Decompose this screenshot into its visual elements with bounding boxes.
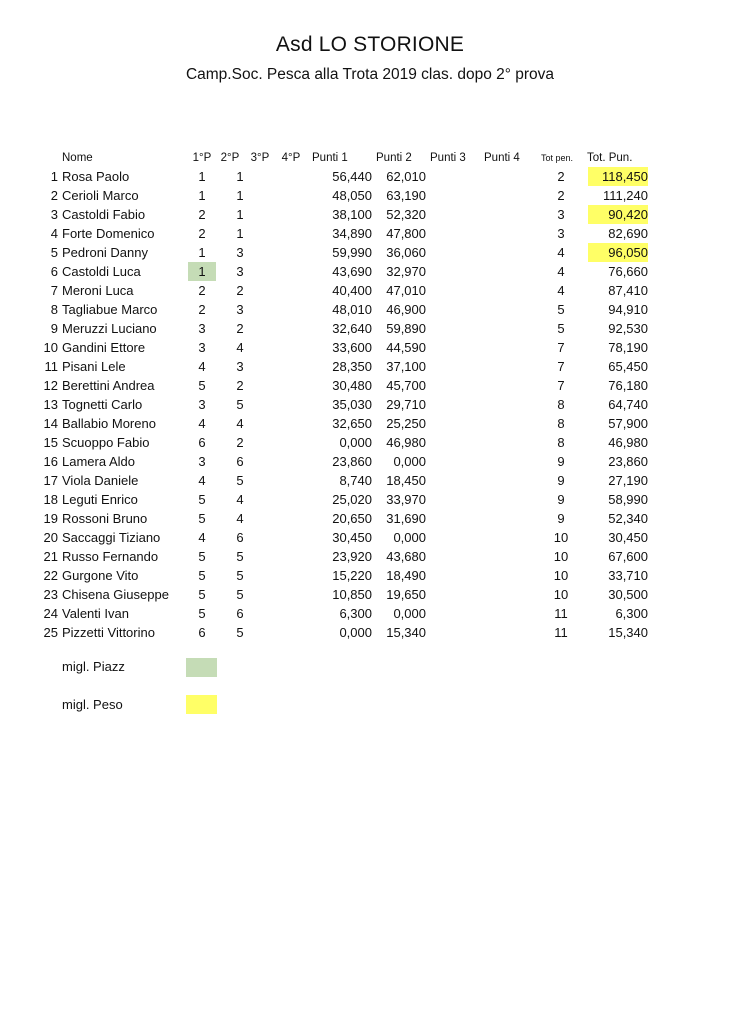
table-row bbox=[0, 338, 740, 357]
punti2-cell: 18,490 bbox=[386, 568, 426, 583]
totpen-cell: 3 bbox=[557, 207, 565, 222]
punti2-cell: 44,590 bbox=[386, 340, 426, 355]
rank-cell: 11 bbox=[44, 359, 58, 374]
page-title: Asd LO STORIONE bbox=[275, 33, 465, 56]
table-row bbox=[0, 528, 740, 547]
name-cell: Rossoni Bruno bbox=[62, 511, 148, 526]
rank-cell: 21 bbox=[43, 549, 58, 564]
p2-cell: 5 bbox=[236, 625, 244, 640]
table-row bbox=[0, 357, 740, 376]
punti1-cell: 48,010 bbox=[332, 302, 372, 317]
col-2p: 2°P bbox=[220, 152, 240, 164]
p2-cell: 4 bbox=[236, 416, 244, 431]
legend-peso-swatch bbox=[186, 695, 217, 714]
rank-cell: 9 bbox=[50, 321, 58, 336]
col-3p: 3°P bbox=[250, 152, 270, 164]
punti2-cell: 63,190 bbox=[386, 188, 426, 203]
totpun-cell: 90,420 bbox=[588, 205, 648, 224]
rank-cell: 18 bbox=[43, 492, 58, 507]
legend-peso-label: migl. Peso bbox=[62, 697, 123, 712]
p2-cell: 1 bbox=[236, 188, 244, 203]
table-row bbox=[0, 452, 740, 471]
totpun-cell: 15,340 bbox=[608, 625, 648, 640]
totpun-cell: 76,180 bbox=[608, 378, 648, 393]
p2-cell: 2 bbox=[236, 378, 244, 393]
table-row bbox=[0, 300, 740, 319]
p2-cell: 4 bbox=[236, 511, 244, 526]
totpun-cell: 82,690 bbox=[608, 226, 648, 241]
rank-cell: 2 bbox=[50, 188, 58, 203]
punti2-cell: 47,010 bbox=[386, 283, 426, 298]
punti2-cell: 36,060 bbox=[386, 245, 426, 260]
totpen-cell: 9 bbox=[557, 473, 565, 488]
punti2-cell: 45,700 bbox=[386, 378, 426, 393]
p2-cell: 1 bbox=[236, 169, 244, 184]
totpun-cell: 30,500 bbox=[608, 587, 648, 602]
totpen-cell: 10 bbox=[553, 549, 569, 564]
p1-cell: 6 bbox=[198, 625, 206, 640]
p1-cell: 6 bbox=[198, 435, 206, 450]
totpen-cell: 9 bbox=[557, 492, 565, 507]
p1-cell: 5 bbox=[198, 549, 206, 564]
p2-cell: 6 bbox=[236, 530, 244, 545]
rank-cell: 4 bbox=[50, 226, 58, 241]
punti1-cell: 38,100 bbox=[332, 207, 372, 222]
punti1-cell: 6,300 bbox=[339, 606, 372, 621]
punti2-cell: 32,970 bbox=[386, 264, 426, 279]
name-cell: Ballabio Moreno bbox=[62, 416, 156, 431]
legend-piazz-label: migl. Piazz bbox=[62, 659, 125, 674]
table-row bbox=[0, 471, 740, 490]
totpun-cell: 76,660 bbox=[608, 264, 648, 279]
name-cell: Chisena Giuseppe bbox=[62, 587, 169, 602]
totpen-cell: 10 bbox=[553, 568, 569, 583]
rank-cell: 1 bbox=[50, 169, 58, 184]
punti2-cell: 0,000 bbox=[393, 454, 426, 469]
name-cell: Leguti Enrico bbox=[62, 492, 138, 507]
p1-cell: 4 bbox=[198, 359, 206, 374]
punti1-cell: 20,650 bbox=[332, 511, 372, 526]
rank-cell: 25 bbox=[43, 625, 58, 640]
punti1-cell: 32,650 bbox=[332, 416, 372, 431]
name-cell: Gandini Ettore bbox=[62, 340, 146, 355]
totpen-cell: 10 bbox=[553, 587, 569, 602]
table-row bbox=[0, 167, 740, 186]
table-row bbox=[0, 319, 740, 338]
punti1-cell: 34,890 bbox=[332, 226, 372, 241]
totpun-cell: 33,710 bbox=[608, 568, 648, 583]
totpun-cell: 67,600 bbox=[608, 549, 648, 564]
name-cell: Berettini Andrea bbox=[62, 378, 155, 393]
p2-cell: 2 bbox=[236, 435, 244, 450]
p1-cell: 1 bbox=[188, 262, 216, 281]
p1-cell: 1 bbox=[198, 169, 206, 184]
totpun-cell: 92,530 bbox=[608, 321, 648, 336]
rank-cell: 16 bbox=[43, 454, 58, 469]
name-cell: Pizzetti Vittorino bbox=[62, 625, 155, 640]
table-row bbox=[0, 433, 740, 452]
p1-cell: 4 bbox=[198, 530, 206, 545]
col-totpen: Tot pen. bbox=[541, 153, 574, 163]
name-cell: Russo Fernando bbox=[62, 549, 159, 564]
totpen-cell: 10 bbox=[553, 530, 569, 545]
punti1-cell: 23,920 bbox=[332, 549, 372, 564]
p1-cell: 5 bbox=[198, 378, 206, 393]
punti1-cell: 10,850 bbox=[332, 587, 372, 602]
rank-cell: 17 bbox=[43, 473, 58, 488]
name-cell: Pisani Lele bbox=[62, 359, 126, 374]
totpun-cell: 52,340 bbox=[608, 511, 648, 526]
punti1-cell: 40,400 bbox=[332, 283, 372, 298]
p2-cell: 4 bbox=[236, 492, 244, 507]
totpen-cell: 2 bbox=[557, 188, 565, 203]
col-punti4: Punti 4 bbox=[484, 152, 520, 164]
p2-cell: 6 bbox=[236, 606, 244, 621]
legend-piazz-swatch bbox=[186, 658, 217, 677]
table-row bbox=[0, 262, 740, 281]
punti2-cell: 0,000 bbox=[393, 530, 426, 545]
totpen-cell: 9 bbox=[557, 511, 565, 526]
totpen-cell: 4 bbox=[557, 283, 565, 298]
punti1-cell: 35,030 bbox=[332, 397, 372, 412]
p2-cell: 6 bbox=[236, 454, 244, 469]
totpun-cell: 78,190 bbox=[608, 340, 648, 355]
totpen-cell: 4 bbox=[557, 264, 565, 279]
punti2-cell: 31,690 bbox=[386, 511, 426, 526]
totpen-cell: 2 bbox=[557, 169, 565, 184]
p2-cell: 2 bbox=[236, 283, 244, 298]
col-punti2: Punti 2 bbox=[376, 152, 412, 164]
totpun-cell: 64,740 bbox=[608, 397, 648, 412]
table-row bbox=[0, 623, 740, 642]
punti2-cell: 37,100 bbox=[386, 359, 426, 374]
p1-cell: 1 bbox=[198, 188, 206, 203]
p1-cell: 5 bbox=[198, 606, 206, 621]
p1-cell: 5 bbox=[198, 492, 206, 507]
punti2-cell: 0,000 bbox=[393, 606, 426, 621]
rank-cell: 8 bbox=[50, 302, 58, 317]
punti2-cell: 43,680 bbox=[386, 549, 426, 564]
name-cell: Meroni Luca bbox=[62, 283, 134, 298]
p1-cell: 5 bbox=[198, 568, 206, 583]
name-cell: Gurgone Vito bbox=[62, 568, 139, 583]
table-row bbox=[0, 243, 740, 262]
totpen-cell: 5 bbox=[557, 302, 565, 317]
totpun-cell: 87,410 bbox=[608, 283, 648, 298]
name-cell: Pedroni Danny bbox=[62, 245, 148, 260]
p2-cell: 5 bbox=[236, 587, 244, 602]
rank-cell: 15 bbox=[43, 435, 58, 450]
p2-cell: 1 bbox=[236, 226, 244, 241]
punti1-cell: 30,480 bbox=[332, 378, 372, 393]
rank-cell: 7 bbox=[50, 283, 58, 298]
table-row bbox=[0, 509, 740, 528]
col-4p: 4°P bbox=[281, 152, 301, 164]
p1-cell: 2 bbox=[198, 283, 206, 298]
p1-cell: 2 bbox=[198, 207, 206, 222]
punti1-cell: 43,690 bbox=[332, 264, 372, 279]
punti2-cell: 33,970 bbox=[386, 492, 426, 507]
punti1-cell: 15,220 bbox=[332, 568, 372, 583]
name-cell: Tagliabue Marco bbox=[62, 302, 158, 317]
p2-cell: 4 bbox=[236, 340, 244, 355]
name-cell: Tognetti Carlo bbox=[62, 397, 143, 412]
punti2-cell: 47,800 bbox=[386, 226, 426, 241]
p1-cell: 5 bbox=[198, 511, 206, 526]
rank-cell: 19 bbox=[43, 511, 58, 526]
p2-cell: 5 bbox=[236, 473, 244, 488]
name-cell: Cerioli Marco bbox=[62, 188, 139, 203]
p2-cell: 1 bbox=[236, 207, 244, 222]
totpun-cell: 23,860 bbox=[608, 454, 648, 469]
totpun-cell: 46,980 bbox=[608, 435, 648, 450]
p1-cell: 3 bbox=[198, 397, 206, 412]
name-cell: Lamera Aldo bbox=[62, 454, 135, 469]
p1-cell: 4 bbox=[198, 416, 206, 431]
name-cell: Valenti Ivan bbox=[62, 606, 129, 621]
punti2-cell: 59,890 bbox=[386, 321, 426, 336]
table-row bbox=[0, 604, 740, 623]
rank-cell: 23 bbox=[43, 587, 58, 602]
punti2-cell: 29,710 bbox=[386, 397, 426, 412]
p1-cell: 4 bbox=[198, 473, 206, 488]
totpun-cell: 27,190 bbox=[608, 473, 648, 488]
col-1p: 1°P bbox=[192, 152, 212, 164]
totpun-cell: 6,300 bbox=[615, 606, 648, 621]
punti2-cell: 46,980 bbox=[386, 435, 426, 450]
totpen-cell: 8 bbox=[557, 416, 565, 431]
punti1-cell: 48,050 bbox=[332, 188, 372, 203]
p2-cell: 5 bbox=[236, 397, 244, 412]
table-row bbox=[0, 490, 740, 509]
rank-cell: 3 bbox=[50, 207, 58, 222]
punti2-cell: 15,340 bbox=[386, 625, 426, 640]
name-cell: Saccaggi Tiziano bbox=[62, 530, 161, 545]
name-cell: Meruzzi Luciano bbox=[62, 321, 157, 336]
totpen-cell: 11 bbox=[554, 606, 568, 621]
punti1-cell: 59,990 bbox=[332, 245, 372, 260]
punti1-cell: 25,020 bbox=[332, 492, 372, 507]
table-row bbox=[0, 566, 740, 585]
p2-cell: 2 bbox=[236, 321, 244, 336]
p1-cell: 5 bbox=[198, 587, 206, 602]
name-cell: Rosa Paolo bbox=[62, 169, 130, 184]
p1-cell: 2 bbox=[198, 302, 206, 317]
table-row bbox=[0, 281, 740, 300]
totpun-cell: 118,450 bbox=[588, 167, 648, 186]
rank-cell: 10 bbox=[43, 340, 58, 355]
col-totpun: Tot. Pun. bbox=[587, 152, 633, 164]
name-cell: Castoldi Luca bbox=[62, 264, 141, 279]
table-row bbox=[0, 395, 740, 414]
punti1-cell: 8,740 bbox=[339, 473, 372, 488]
totpun-cell: 57,900 bbox=[608, 416, 648, 431]
rank-cell: 12 bbox=[43, 378, 58, 393]
totpen-cell: 8 bbox=[557, 435, 565, 450]
totpen-cell: 8 bbox=[557, 397, 565, 412]
table-row bbox=[0, 186, 740, 205]
name-cell: Scuoppo Fabio bbox=[62, 435, 150, 450]
table-row bbox=[0, 547, 740, 566]
punti2-cell: 62,010 bbox=[386, 169, 426, 184]
p1-cell: 2 bbox=[198, 226, 206, 241]
page-subtitle: Camp.Soc. Pesca alla Trota 2019 clas. dopo 2° prova bbox=[185, 66, 555, 83]
rank-cell: 24 bbox=[43, 606, 58, 621]
rank-cell: 5 bbox=[50, 245, 58, 260]
p1-cell: 3 bbox=[198, 454, 206, 469]
table-row bbox=[0, 224, 740, 243]
punti2-cell: 25,250 bbox=[386, 416, 426, 431]
rank-cell: 6 bbox=[50, 264, 58, 279]
col-punti3: Punti 3 bbox=[430, 152, 466, 164]
totpen-cell: 4 bbox=[557, 245, 565, 260]
punti1-cell: 30,450 bbox=[332, 530, 372, 545]
punti1-cell: 28,350 bbox=[332, 359, 372, 374]
name-cell: Viola Daniele bbox=[62, 473, 139, 488]
punti1-cell: 32,640 bbox=[332, 321, 372, 336]
totpun-cell: 65,450 bbox=[608, 359, 648, 374]
punti2-cell: 52,320 bbox=[386, 207, 426, 222]
punti1-cell: 56,440 bbox=[332, 169, 372, 184]
table-row bbox=[0, 585, 740, 604]
table-row bbox=[0, 376, 740, 395]
p1-cell: 1 bbox=[198, 245, 206, 260]
p1-cell: 3 bbox=[198, 321, 206, 336]
table-row bbox=[0, 414, 740, 433]
punti1-cell: 23,860 bbox=[332, 454, 372, 469]
p2-cell: 3 bbox=[236, 302, 244, 317]
totpun-cell: 111,240 bbox=[602, 188, 648, 203]
col-nome: Nome bbox=[62, 152, 93, 164]
p2-cell: 3 bbox=[236, 245, 244, 260]
totpen-cell: 9 bbox=[557, 454, 565, 469]
totpen-cell: 3 bbox=[557, 226, 565, 241]
name-cell: Forte Domenico bbox=[62, 226, 155, 241]
totpen-cell: 7 bbox=[557, 378, 565, 393]
p2-cell: 3 bbox=[236, 264, 244, 279]
totpun-cell: 58,990 bbox=[608, 492, 648, 507]
col-punti1: Punti 1 bbox=[312, 152, 348, 164]
table-row bbox=[0, 205, 740, 224]
punti1-cell: 0,000 bbox=[339, 625, 372, 640]
punti2-cell: 19,650 bbox=[386, 587, 426, 602]
p2-cell: 5 bbox=[236, 568, 244, 583]
punti1-cell: 33,600 bbox=[332, 340, 372, 355]
totpen-cell: 5 bbox=[557, 321, 565, 336]
totpen-cell: 11 bbox=[554, 625, 568, 640]
p2-cell: 3 bbox=[236, 359, 244, 374]
totpun-cell: 96,050 bbox=[588, 243, 648, 262]
totpen-cell: 7 bbox=[557, 340, 565, 355]
punti1-cell: 0,000 bbox=[339, 435, 372, 450]
table-header bbox=[0, 149, 740, 168]
punti2-cell: 18,450 bbox=[386, 473, 426, 488]
rank-cell: 13 bbox=[43, 397, 58, 412]
totpun-cell: 30,450 bbox=[608, 530, 648, 545]
p1-cell: 3 bbox=[198, 340, 206, 355]
rank-cell: 14 bbox=[43, 416, 58, 431]
rank-cell: 20 bbox=[43, 530, 58, 545]
name-cell: Castoldi Fabio bbox=[62, 207, 146, 222]
totpen-cell: 7 bbox=[557, 359, 565, 374]
totpun-cell: 94,910 bbox=[608, 302, 648, 317]
rank-cell: 22 bbox=[43, 568, 58, 583]
p2-cell: 5 bbox=[236, 549, 244, 564]
punti2-cell: 46,900 bbox=[386, 302, 426, 317]
